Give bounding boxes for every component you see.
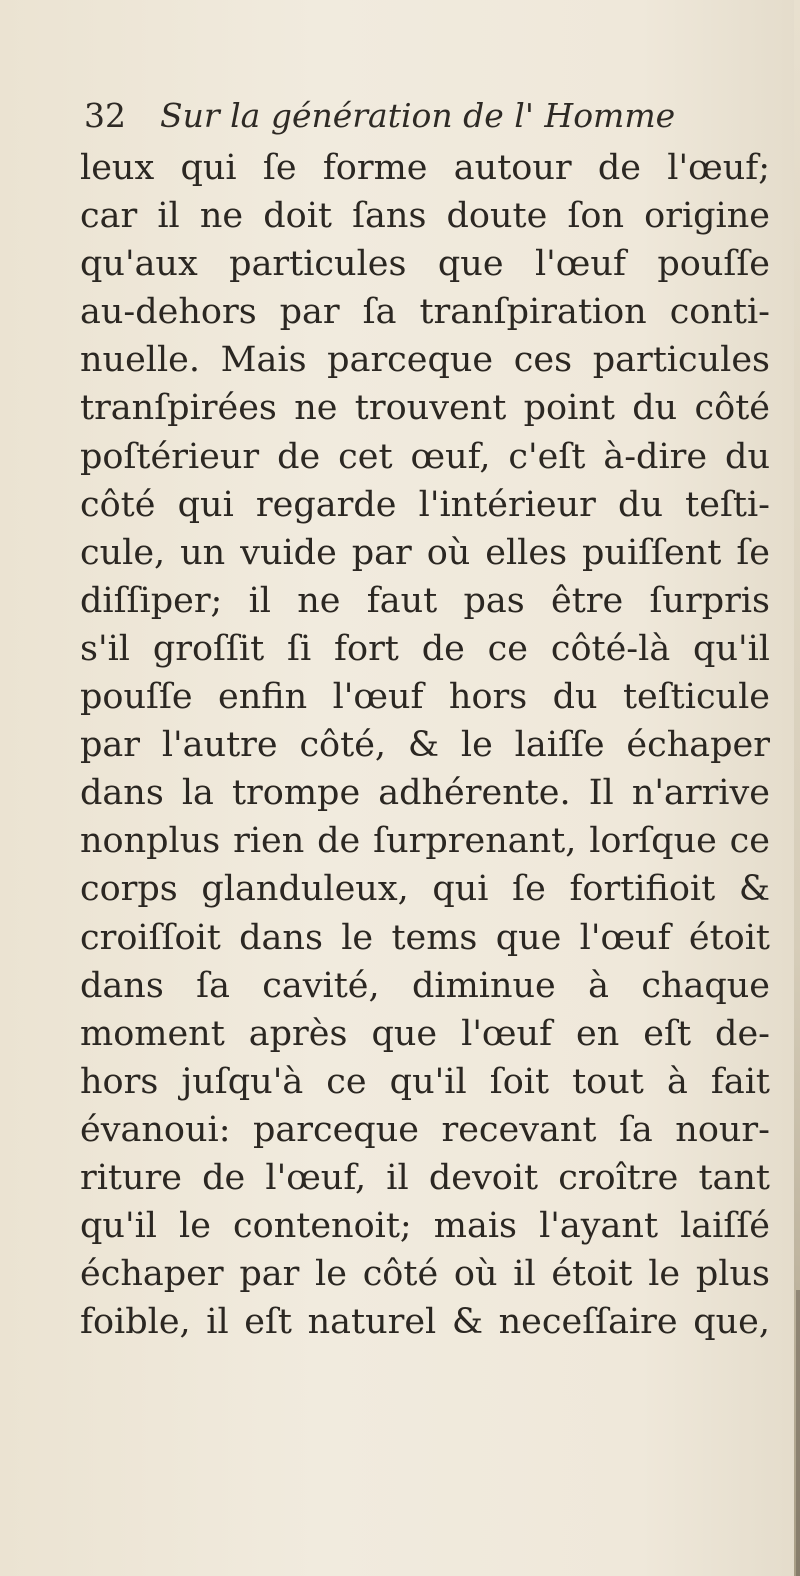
text-line: dans la trompe adhérente. Il n'arrive [80, 773, 770, 814]
text-line: poſtérieur de cet œuf, c'eſt à-dire du [80, 436, 770, 477]
text-line: leux qui ſe forme autour de l'œuf; [80, 148, 770, 188]
text-line: hors juſqu'à ce qu'il ſoit tout à fait [80, 1061, 770, 1102]
text-line: évanoui: parceque recevant ſa nour- [80, 1109, 770, 1150]
text-line: qu'aux particules que l'œuf pouſſe [80, 244, 770, 285]
text-line: moment après que l'œuf en eſt de- [80, 1013, 770, 1054]
page-edge-mark [796, 1290, 800, 1576]
text-line: foible, il eſt naturel & neceſſaire que, [80, 1302, 770, 1343]
body-text [80, 144, 770, 1346]
text-line: au-dehors par ſa tranſpiration conti- [80, 292, 770, 333]
running-header [84, 96, 675, 135]
text-line: corps glanduleux, qui ſe fortifioit & [80, 869, 770, 910]
text-line: s'il groſſit ſi fort de ce côté-là qu'il [80, 628, 770, 669]
text-line: par l'autre côté, & le laiſſe échaper [80, 725, 770, 766]
text-line: diſſiper; il ne faut pas être ſurpris [80, 580, 770, 621]
text-line: dans ſa cavité, diminue à chaque [80, 965, 770, 1006]
text-line: tranſpirées ne trouvent point du côté [80, 388, 770, 429]
running-title: Sur la génération de l' Homme [160, 96, 676, 135]
text-line: car il ne doit ſans doute ſon origine [80, 196, 770, 237]
text-line: cule, un vuide par où elles puiſſent ſe [80, 532, 770, 573]
text-line: côté qui regarde l'intérieur du teſti- [80, 484, 770, 525]
text-line: riture de l'œuf, il devoit croître tant [80, 1157, 770, 1198]
text-line: qu'il le contenoit; mais l'ayant laiſſé [80, 1206, 770, 1247]
text-line: échaper par le côté où il étoit le plus [80, 1254, 770, 1295]
text-line: nuelle. Mais parceque ces particules [80, 340, 770, 381]
text-line: pouſſe enfin l'œuf hors du teſticule [80, 677, 770, 718]
text-line: nonplus rien de ſurprenant, lorſque ce [80, 821, 770, 862]
text-line: croiſſoit dans le tems que l'œuf étoit [80, 917, 770, 958]
page-number: 32 [84, 96, 126, 135]
